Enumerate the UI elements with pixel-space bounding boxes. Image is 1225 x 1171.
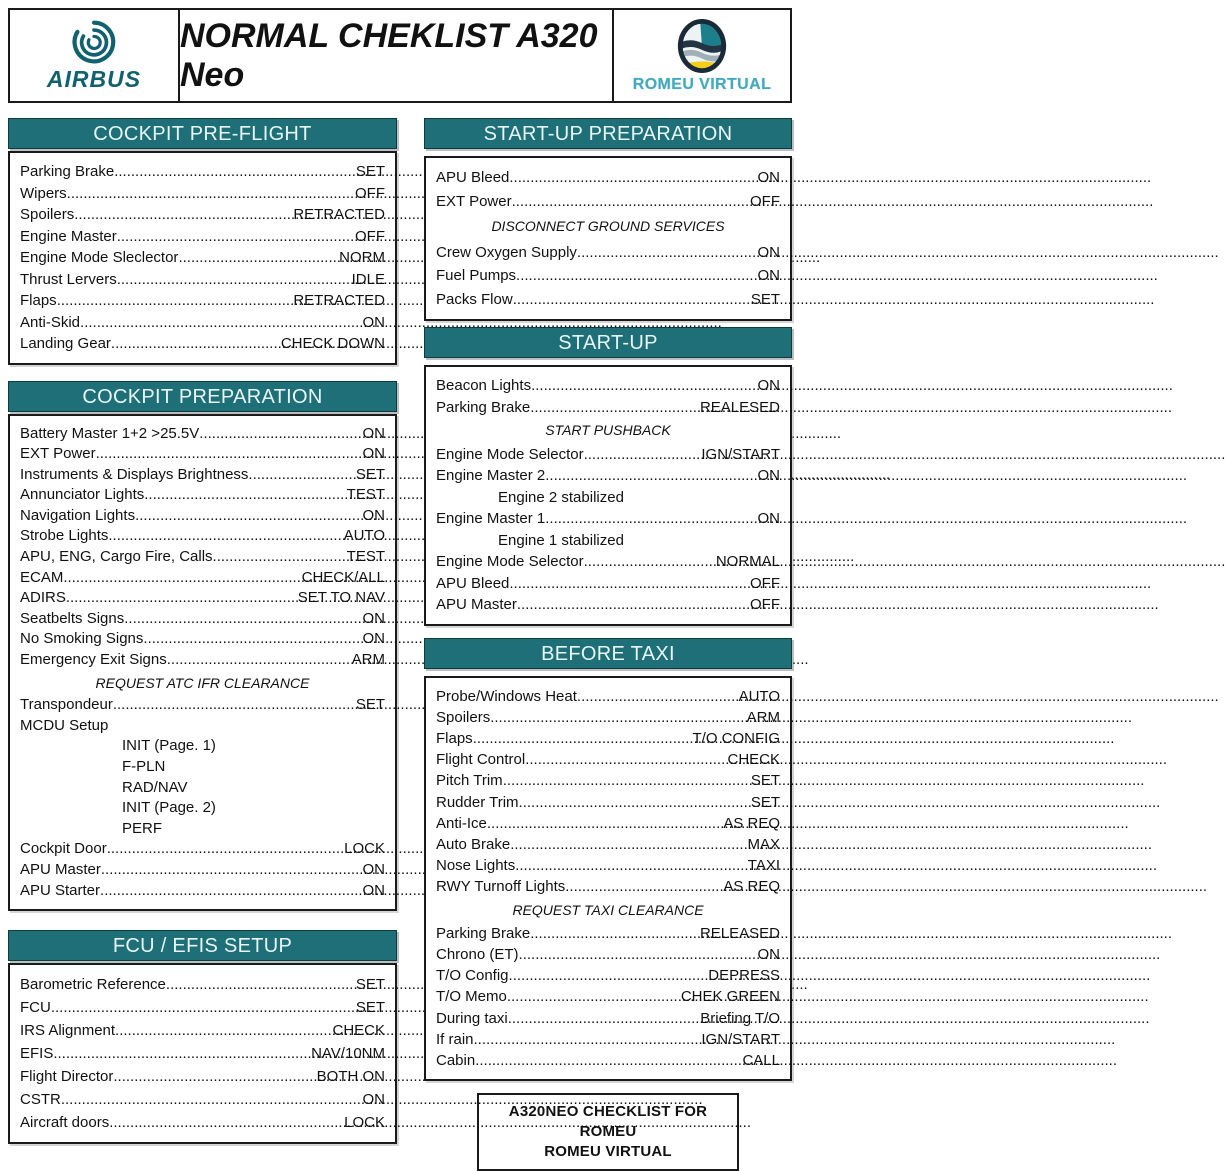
dot-leader xyxy=(124,609,362,630)
checklist-item xyxy=(20,485,385,506)
checklist-item xyxy=(20,526,385,547)
item-value: NORM xyxy=(339,249,385,266)
item-label: Crew Oxygen Supply xyxy=(436,243,577,261)
dot-leader xyxy=(584,444,702,466)
right-column xyxy=(424,118,792,1171)
item-value: SET xyxy=(750,772,780,790)
item-value: AS REQ xyxy=(723,814,780,832)
left-column xyxy=(8,118,397,1171)
section-fcu-efis-setup xyxy=(8,930,397,1144)
dot-leader xyxy=(213,547,347,568)
item-value: ON xyxy=(362,609,385,627)
checklist-item xyxy=(436,813,780,834)
item-label: Wipers xyxy=(20,184,67,202)
section-cockpit-pre-flight xyxy=(8,118,397,365)
dot-leader xyxy=(510,834,747,855)
item-label: Seatbelts Signs xyxy=(20,609,125,627)
checklist-item xyxy=(20,333,385,355)
footer-box xyxy=(477,1093,739,1171)
section-body xyxy=(424,156,792,321)
checklist-item xyxy=(20,247,385,269)
checklist-item xyxy=(436,264,780,288)
dot-leader xyxy=(490,707,746,728)
dot-leader xyxy=(53,1042,311,1065)
dot-leader xyxy=(515,855,748,876)
dot-leader xyxy=(473,728,693,749)
dot-leader xyxy=(101,860,363,881)
checklist-item xyxy=(436,1008,780,1029)
item-label: APU Master xyxy=(20,860,101,878)
section-header: START-UP xyxy=(424,327,792,358)
dot-leader xyxy=(509,573,750,595)
item-value: CALL xyxy=(742,1051,780,1069)
item-value: OFF xyxy=(355,227,385,245)
item-label: Engine Mode Selector xyxy=(436,553,584,570)
item-value: OFF xyxy=(355,184,385,202)
checklist-item xyxy=(436,397,780,419)
item-value: AUTO xyxy=(343,527,385,545)
dot-leader xyxy=(516,264,757,288)
item-label: Rudder Trim xyxy=(436,793,519,811)
section-header: COCKPIT PREPARATION xyxy=(8,381,397,412)
section-header: COCKPIT PRE-FLIGHT xyxy=(8,118,397,149)
dot-leader xyxy=(109,1111,344,1134)
item-label: APU Bleed xyxy=(436,574,510,592)
dot-leader xyxy=(57,290,294,312)
item-label: APU Starter xyxy=(20,881,101,899)
dot-leader xyxy=(248,465,355,486)
dot-leader xyxy=(577,686,739,707)
checklist-item xyxy=(436,594,780,616)
checklist-item xyxy=(20,444,385,465)
item-label: Barometric Reference xyxy=(20,976,166,994)
item-value: OFF xyxy=(750,574,780,592)
checklist-item xyxy=(20,973,385,996)
item-value: ON xyxy=(362,881,385,899)
sub-item: Engine 1 stabilized xyxy=(498,531,624,549)
item-label: Engine Mode Selector xyxy=(436,445,584,463)
footer-line2: ROMEU VIRTUAL xyxy=(544,1143,672,1161)
airbus-wordmark: AIRBUS xyxy=(46,65,142,92)
checklist-item xyxy=(436,770,780,791)
checklist-item xyxy=(436,923,780,944)
checklist-item xyxy=(20,183,385,205)
item-value: LOCK xyxy=(344,1114,385,1132)
dot-leader xyxy=(96,444,363,465)
checklist-item xyxy=(20,650,385,671)
dot-leader xyxy=(487,813,723,834)
item-label: Parking Brake xyxy=(436,398,531,416)
item-label: Nose Lights xyxy=(436,857,516,875)
item-label: Pitch Trim xyxy=(436,772,503,790)
title-cell xyxy=(180,10,612,101)
item-value: OFF xyxy=(750,192,780,210)
item-value: SET TO NAV xyxy=(297,589,385,607)
item-label: Parking Brake xyxy=(436,924,531,942)
checklist-item xyxy=(436,1029,780,1050)
item-label: No Smoking Signs xyxy=(20,630,144,648)
dot-leader xyxy=(61,1088,363,1111)
romeu-logo xyxy=(612,10,790,101)
dot-leader xyxy=(51,996,356,1019)
dot-leader xyxy=(63,568,301,589)
checklist-item xyxy=(436,508,780,530)
dot-leader xyxy=(530,397,700,419)
item-label: Transpondeur xyxy=(20,696,113,714)
item-label: RWY Turnoff Lights xyxy=(436,878,566,896)
item-label: Spoilers xyxy=(436,708,491,726)
sub-item: Engine 2 stabilized xyxy=(498,488,624,506)
item-label: Navigation Lights xyxy=(20,506,136,524)
checklist-item xyxy=(20,860,385,881)
section-body xyxy=(424,676,792,1082)
item-value: ON xyxy=(362,860,385,878)
dot-leader xyxy=(513,288,751,312)
dot-leader xyxy=(503,770,751,791)
checklist-item xyxy=(436,241,780,265)
item-label: T/O Config xyxy=(436,967,509,985)
item-value: ARM xyxy=(351,651,385,669)
checklist-item xyxy=(20,1088,385,1111)
item-value: IGN/START xyxy=(701,445,780,463)
item-label: Battery Master 1+2 >25.5V xyxy=(20,424,200,442)
item-label: Cockpit Door xyxy=(20,840,107,858)
item-label: Anti-Skid xyxy=(20,313,81,331)
checklist-item xyxy=(20,312,385,334)
dot-leader xyxy=(517,594,750,616)
section-body xyxy=(8,963,397,1144)
item-value: SET xyxy=(355,999,385,1017)
checklist-item xyxy=(436,686,780,707)
dot-leader xyxy=(135,506,362,527)
checklist-item xyxy=(20,547,385,568)
checklist-item xyxy=(20,1111,385,1134)
item-label: EFIS xyxy=(20,1045,54,1063)
checklist-item xyxy=(20,161,385,183)
checklist-item xyxy=(20,506,385,527)
item-value: IDLE xyxy=(351,270,385,288)
dot-leader xyxy=(113,695,356,716)
item-label: Aircraft doors xyxy=(20,1114,110,1132)
item-label: FCU xyxy=(20,999,51,1017)
item-label: Engine Mode Sleclector xyxy=(20,249,179,266)
footer-line1: A320NEO CHECKLIST FOR ROMEU xyxy=(508,1103,708,1141)
item-label: Chrono (ET) xyxy=(436,945,519,963)
section-start-up-preparation xyxy=(424,118,792,321)
checklist-item xyxy=(20,695,385,716)
dot-leader xyxy=(584,551,716,573)
item-label: ADIRS xyxy=(20,589,66,607)
dot-leader xyxy=(565,876,723,897)
item-value: ON xyxy=(757,243,780,261)
item-value: ON xyxy=(362,424,385,442)
checklist-item xyxy=(436,465,780,487)
checklist-item xyxy=(436,707,780,728)
item-label: Annunciator Lights xyxy=(20,486,145,504)
checklist-item xyxy=(20,588,385,609)
item-value: TEST xyxy=(346,548,385,566)
item-value: OFF xyxy=(750,596,780,613)
checklist-item xyxy=(20,609,385,630)
item-label: APU, ENG, Cargo Fire, Calls xyxy=(20,548,213,566)
item-label: Flaps xyxy=(436,729,473,747)
dot-leader xyxy=(545,508,757,530)
item-value: ARM xyxy=(746,708,780,726)
dot-leader xyxy=(519,792,751,813)
checklist-item xyxy=(436,965,780,986)
item-value: DEPRESS xyxy=(708,967,780,985)
dot-leader xyxy=(507,986,681,1007)
checklist-item xyxy=(436,876,780,897)
checklist-item xyxy=(20,290,385,312)
sub-item: PERF xyxy=(122,819,163,837)
section-cockpit-preparation xyxy=(8,381,397,912)
item-label: Strobe Lights xyxy=(20,527,109,545)
dot-leader xyxy=(100,881,362,902)
section-start-up xyxy=(424,327,792,626)
sub-item: INIT (Page. 2) xyxy=(122,799,216,817)
item-value: NORMAL xyxy=(715,553,780,570)
checklist-item xyxy=(20,839,385,860)
checklist-item xyxy=(436,551,780,573)
dot-leader xyxy=(474,1029,702,1050)
section-before-taxi xyxy=(424,638,792,1082)
item-value: RELEASED xyxy=(699,924,780,942)
item-value: RETRACTED xyxy=(293,206,385,223)
item-label: Thrust Lervers xyxy=(20,270,117,288)
checklist-item xyxy=(436,749,780,770)
item-value: RETRACTED xyxy=(293,292,385,309)
item-label: During taxi xyxy=(436,1009,508,1027)
item-label: EXT Power xyxy=(20,445,96,463)
dot-leader xyxy=(512,190,750,214)
item-label: ECAM xyxy=(20,568,64,586)
item-value: BOTH ON xyxy=(316,1068,385,1086)
dot-leader xyxy=(167,650,352,671)
checklist-item xyxy=(436,375,780,397)
item-label: MCDU Setup xyxy=(20,716,109,734)
dot-leader xyxy=(80,312,362,334)
section-header: START-UP PREPARATION xyxy=(424,118,792,149)
checklist-item xyxy=(20,996,385,1019)
item-value: REALESED xyxy=(699,398,780,416)
item-label: Flight Director xyxy=(20,1068,114,1086)
item-label: Probe/Windows Heat xyxy=(436,687,577,705)
item-label: Cabin xyxy=(436,1051,476,1069)
sub-item: INIT (Page. 1) xyxy=(122,737,216,755)
section-header: BEFORE TAXI xyxy=(424,638,792,669)
romeu-wordmark: ROMEU VIRTUAL xyxy=(632,75,772,93)
airbus-swirl-icon xyxy=(71,19,117,65)
item-value: ON xyxy=(362,630,385,648)
item-value: Briefing T/O xyxy=(700,1009,780,1027)
item-label: Emergency Exit Signs xyxy=(20,651,167,669)
item-label: Engine Master 2 xyxy=(436,467,546,484)
item-label: Landing Gear xyxy=(20,335,111,352)
item-label: IRS Alignment xyxy=(20,1022,116,1040)
item-label: Packs Flow xyxy=(436,290,513,308)
sub-item: F-PLN xyxy=(122,758,166,775)
checklist-item xyxy=(436,834,780,855)
dot-leader xyxy=(509,965,709,986)
checklist-item xyxy=(436,573,780,595)
item-value: ON xyxy=(757,510,780,527)
item-value: SET xyxy=(355,976,385,994)
section-header: FCU / EFIS SETUP xyxy=(8,930,397,961)
dot-leader xyxy=(166,973,356,996)
procedure-note: REQUEST TAXI CLEARANCE xyxy=(512,901,704,918)
checklist-item xyxy=(20,424,385,445)
sub-item: RAD/NAV xyxy=(122,778,188,796)
document-header xyxy=(8,8,792,103)
checklist-item xyxy=(20,204,385,226)
item-label: Auto Brake xyxy=(436,835,511,853)
dot-leader xyxy=(67,183,355,205)
dot-leader xyxy=(577,241,758,265)
dot-leader xyxy=(144,485,346,506)
checklist-item xyxy=(436,855,780,876)
checklist-item xyxy=(436,190,780,214)
item-value: IGN/START xyxy=(701,1030,780,1048)
checklist-item xyxy=(20,629,385,650)
dot-leader xyxy=(509,166,757,190)
checklist-item xyxy=(436,288,780,312)
item-label: Parking Brake xyxy=(20,163,115,180)
item-value: CHECK DOWN xyxy=(280,335,385,352)
item-label: APU Bleed xyxy=(436,169,510,186)
item-label: Anti-Ice xyxy=(436,814,487,832)
dot-leader xyxy=(108,526,343,547)
checklist-item xyxy=(436,1050,780,1071)
dot-leader xyxy=(545,465,757,487)
item-value: SET xyxy=(750,793,780,811)
item-value: ON xyxy=(757,377,780,394)
airbus-logo xyxy=(10,10,180,101)
dot-leader xyxy=(107,839,344,860)
checklist-item xyxy=(436,986,780,1007)
dot-leader xyxy=(143,629,362,650)
dot-leader xyxy=(117,226,355,248)
checklist-item xyxy=(20,1042,385,1065)
item-value: SET xyxy=(355,465,385,483)
item-label: Instruments & Displays Brightness xyxy=(20,465,249,483)
dot-leader xyxy=(525,749,727,770)
item-value: ON xyxy=(362,313,385,331)
checklist-item xyxy=(20,269,385,291)
item-label: Fuel Pumps xyxy=(436,267,517,284)
item-value: ON xyxy=(757,467,780,484)
item-label: Engine Master 1 xyxy=(436,510,546,527)
item-value: ON xyxy=(757,267,780,284)
page-title: NORMAL CHEKLIST A320 Neo xyxy=(180,16,598,94)
item-value: AS REQ xyxy=(723,878,780,896)
section-body xyxy=(424,365,792,626)
item-value: SET xyxy=(355,163,385,180)
item-value: NAV/10NM xyxy=(311,1045,385,1063)
item-value: SET xyxy=(355,696,385,714)
item-label: Spoilers xyxy=(20,206,75,223)
checklist-item xyxy=(20,226,385,248)
item-label: CSTR xyxy=(20,1091,61,1109)
dot-leader xyxy=(178,247,339,269)
dot-leader xyxy=(114,161,356,183)
dot-leader xyxy=(117,269,352,291)
item-value: TEST xyxy=(346,486,385,504)
item-label: EXT Power xyxy=(436,192,512,210)
dot-leader xyxy=(531,375,757,397)
item-value: CHEK GREEN xyxy=(680,988,780,1006)
dot-leader xyxy=(115,1019,332,1042)
checklist-item xyxy=(436,944,780,965)
checklist-item xyxy=(20,465,385,486)
procedure-note: START PUSHBACK xyxy=(545,422,671,438)
item-value: ON xyxy=(362,506,385,524)
procedure-note: DISCONNECT GROUND SERVICES xyxy=(491,218,725,234)
checklist-item xyxy=(20,568,385,589)
item-label: Beacon Lights xyxy=(436,377,532,394)
item-value: ON xyxy=(362,445,385,463)
item-value: MAX xyxy=(747,835,780,853)
dot-leader xyxy=(113,1065,316,1088)
item-value: CHECK xyxy=(727,751,780,769)
dot-leader xyxy=(530,923,700,944)
item-label: APU Master xyxy=(436,596,517,613)
checklist-item xyxy=(436,728,780,749)
item-label: Flaps xyxy=(20,292,57,309)
dot-leader xyxy=(66,588,298,609)
checklist-item xyxy=(436,444,780,466)
section-body xyxy=(8,151,397,365)
dot-leader xyxy=(199,424,362,445)
dot-leader xyxy=(519,944,758,965)
item-value: LOCK xyxy=(344,840,385,858)
item-label: T/O Memo xyxy=(436,988,507,1006)
section-body xyxy=(8,414,397,912)
romeu-globe-icon xyxy=(676,18,728,74)
checklist-item xyxy=(20,1065,385,1088)
item-label: Flight Control xyxy=(436,751,526,769)
dot-leader xyxy=(74,204,293,226)
item-value: ON xyxy=(362,1091,385,1109)
dot-leader xyxy=(508,1008,701,1029)
item-value: ON xyxy=(757,945,780,963)
item-value: ON xyxy=(757,169,780,186)
columns xyxy=(8,118,792,1171)
checklist-item xyxy=(436,792,780,813)
procedure-note: REQUEST ATC IFR CLEARANCE xyxy=(95,674,310,691)
item-value: SET xyxy=(750,290,780,308)
item-value: CHECK xyxy=(332,1022,385,1040)
item-value: AUTO xyxy=(738,687,780,705)
item-value: TAXI xyxy=(747,857,780,875)
checklist-item xyxy=(20,881,385,902)
item-value: CHECK/ALL xyxy=(301,568,385,586)
dot-leader xyxy=(475,1050,742,1071)
item-value: T/O CONFIG xyxy=(692,729,780,747)
checklist-item xyxy=(436,166,780,190)
item-label: If rain xyxy=(436,1030,474,1048)
item-label: Engine Master xyxy=(20,227,117,245)
checklist-item xyxy=(20,1019,385,1042)
dot-leader xyxy=(111,333,281,355)
